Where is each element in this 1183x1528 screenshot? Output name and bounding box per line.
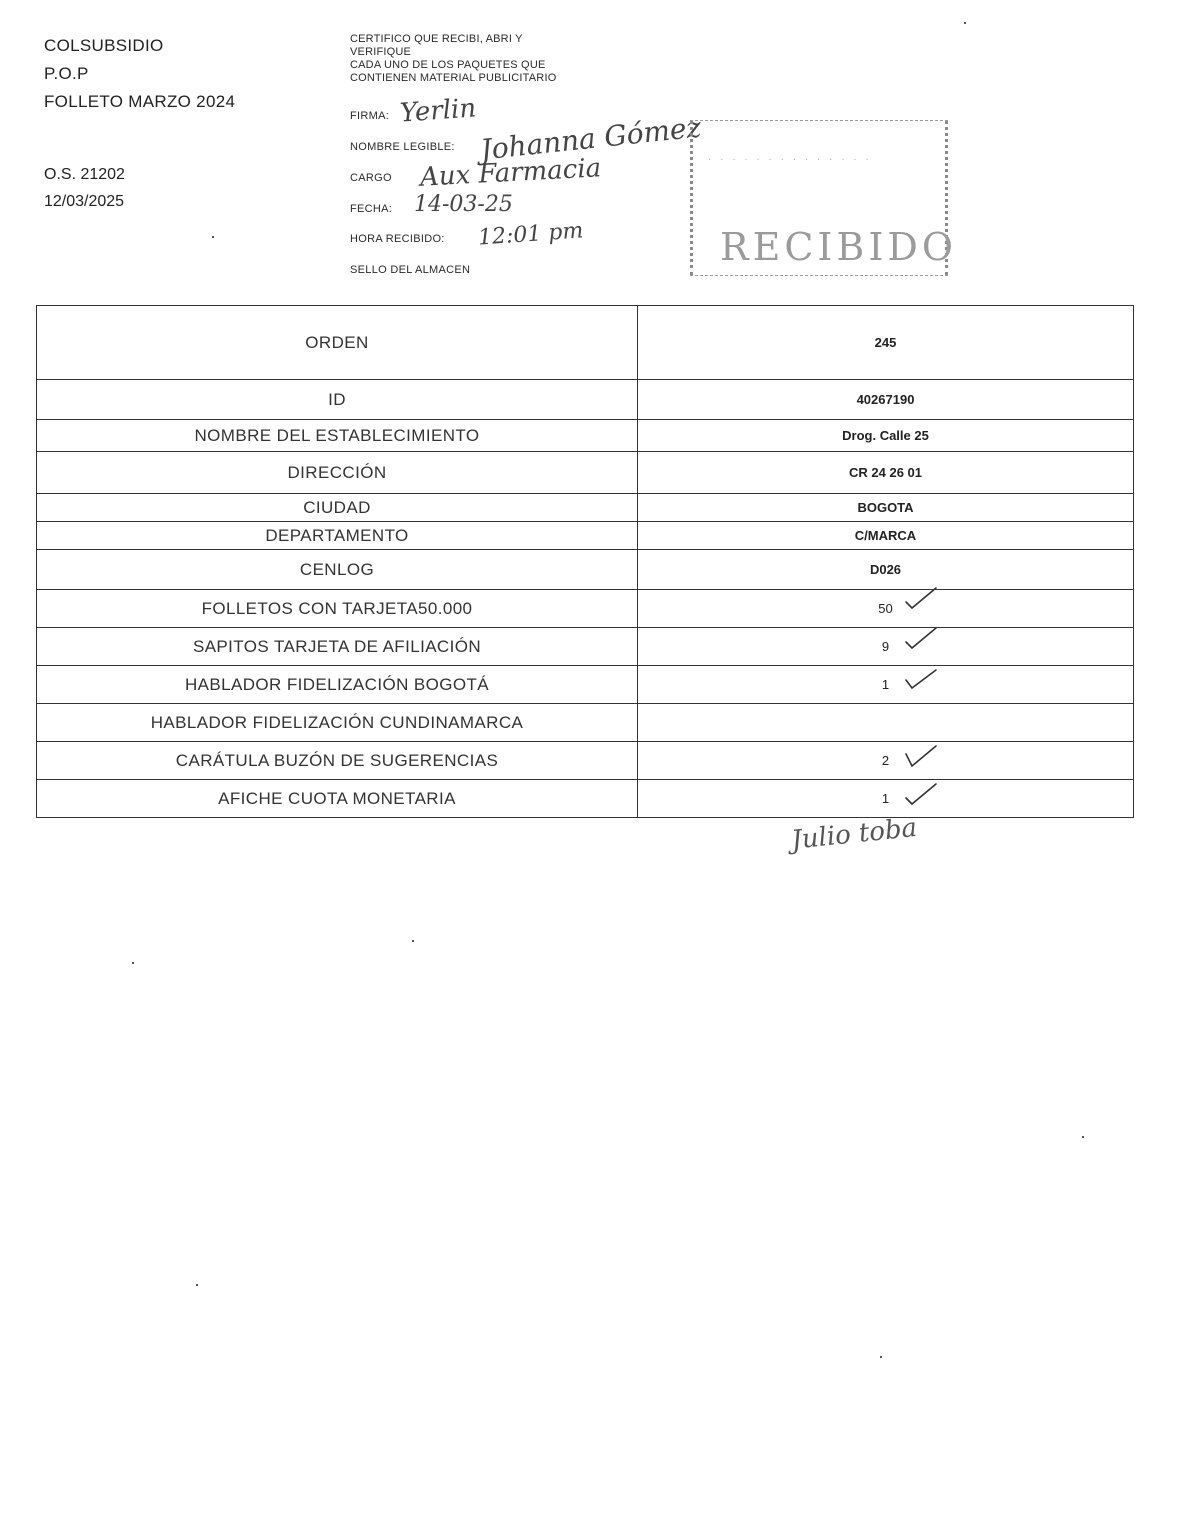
row-value: BOGOTA bbox=[638, 494, 1134, 522]
order-table-body bbox=[37, 306, 1134, 818]
row-value: 1 bbox=[638, 780, 1134, 818]
order-table bbox=[36, 305, 1134, 818]
row-label: CARÁTULA BUZÓN DE SUGERENCIAS bbox=[37, 742, 638, 780]
scan-speck bbox=[132, 962, 134, 964]
checkmark-icon bbox=[904, 666, 938, 690]
company-name: COLSUBSIDIO bbox=[44, 36, 164, 55]
hora-label: HORA RECIBIDO: bbox=[350, 233, 445, 245]
row-label: FOLLETOS CON TARJETA50.000 bbox=[37, 590, 638, 628]
row-label: ORDEN bbox=[37, 306, 638, 380]
os-number: O.S. 21202 bbox=[44, 166, 125, 183]
header-company-block bbox=[44, 32, 235, 116]
os-date: 12/03/2025 bbox=[44, 193, 125, 210]
row-label: SAPITOS TARJETA DE AFILIACIÓN bbox=[37, 628, 638, 666]
scan-speck bbox=[412, 940, 414, 942]
row-value: 2 bbox=[638, 742, 1134, 780]
row-label: HABLADOR FIDELIZACIÓN CUNDINAMARCA bbox=[37, 704, 638, 742]
row-label: ID bbox=[37, 380, 638, 420]
table-row bbox=[37, 452, 1134, 494]
handwritten-firma: Yerlin bbox=[399, 93, 478, 129]
row-label: CIUDAD bbox=[37, 494, 638, 522]
firma-label: FIRMA: bbox=[350, 110, 390, 122]
table-row bbox=[37, 420, 1134, 452]
scan-speck bbox=[196, 1284, 198, 1286]
cert-line-2: VERIFIQUE bbox=[350, 46, 412, 58]
nombre-label: NOMBRE LEGIBLE: bbox=[350, 141, 455, 153]
handwritten-hora: 12:01 pm bbox=[477, 218, 585, 251]
closing-signature: Julio toba bbox=[790, 812, 919, 856]
row-value: 9 bbox=[638, 628, 1134, 666]
scan-speck bbox=[964, 22, 966, 24]
row-value: 245 bbox=[638, 306, 1134, 380]
campaign-name: FOLLETO MARZO 2024 bbox=[44, 92, 236, 111]
table-row bbox=[37, 780, 1134, 818]
row-label: HABLADOR FIDELIZACIÓN BOGOTÁ bbox=[37, 666, 638, 704]
table-row bbox=[37, 522, 1134, 550]
row-value: Drog. Calle 25 bbox=[638, 420, 1134, 452]
scan-speck bbox=[880, 1356, 882, 1358]
handwritten-nombre: Johanna Gómez bbox=[478, 110, 703, 167]
row-value: 50 bbox=[638, 590, 1134, 628]
cargo-label: CARGO bbox=[350, 172, 392, 184]
row-label: CENLOG bbox=[37, 550, 638, 590]
program-name: P.O.P bbox=[44, 64, 89, 83]
row-label: DIRECCIÓN bbox=[37, 452, 638, 494]
checkmark-icon bbox=[904, 782, 938, 806]
table-row bbox=[37, 742, 1134, 780]
table-row bbox=[37, 590, 1134, 628]
checkmark-icon bbox=[904, 586, 938, 610]
handwritten-cargo: Aux Farmacia bbox=[419, 153, 602, 193]
row-value: 1 bbox=[638, 666, 1134, 704]
table-row bbox=[37, 704, 1134, 742]
cert-line-1: CERTIFICO QUE RECIBI, ABRI Y bbox=[350, 33, 523, 45]
scan-speck bbox=[212, 236, 214, 238]
handwritten-fecha: 14-03-25 bbox=[414, 192, 513, 217]
cert-line-3: CADA UNO DE LOS PAQUETES QUE bbox=[350, 59, 546, 71]
sello-label: SELLO DEL ALMACEN bbox=[350, 264, 471, 276]
checkmark-icon bbox=[904, 626, 938, 650]
row-value: 40267190 bbox=[638, 380, 1134, 420]
row-label: NOMBRE DEL ESTABLECIMIENTO bbox=[37, 420, 638, 452]
order-service-block bbox=[44, 161, 125, 215]
table-row bbox=[37, 666, 1134, 704]
table-row bbox=[37, 550, 1134, 590]
table-row bbox=[37, 628, 1134, 666]
row-value: C/MARCA bbox=[638, 522, 1134, 550]
row-label: DEPARTAMENTO bbox=[37, 522, 638, 550]
table-row bbox=[37, 380, 1134, 420]
fecha-label: FECHA: bbox=[350, 203, 393, 215]
table-row bbox=[37, 494, 1134, 522]
store-stamp-text: RECIBIDO bbox=[720, 225, 957, 269]
checkmark-icon bbox=[904, 744, 938, 768]
table-row bbox=[37, 306, 1134, 380]
row-label: AFICHE CUOTA MONETARIA bbox=[37, 780, 638, 818]
stamp-header-line: · · · · · · · · · · · · · · bbox=[708, 154, 872, 165]
certification-text bbox=[350, 33, 610, 85]
row-value: CR 24 26 01 bbox=[638, 452, 1134, 494]
scan-speck bbox=[1082, 1136, 1084, 1138]
row-value: D026 bbox=[638, 550, 1134, 590]
row-value bbox=[638, 704, 1134, 742]
cert-line-4: CONTIENEN MATERIAL PUBLICITARIO bbox=[350, 72, 557, 84]
